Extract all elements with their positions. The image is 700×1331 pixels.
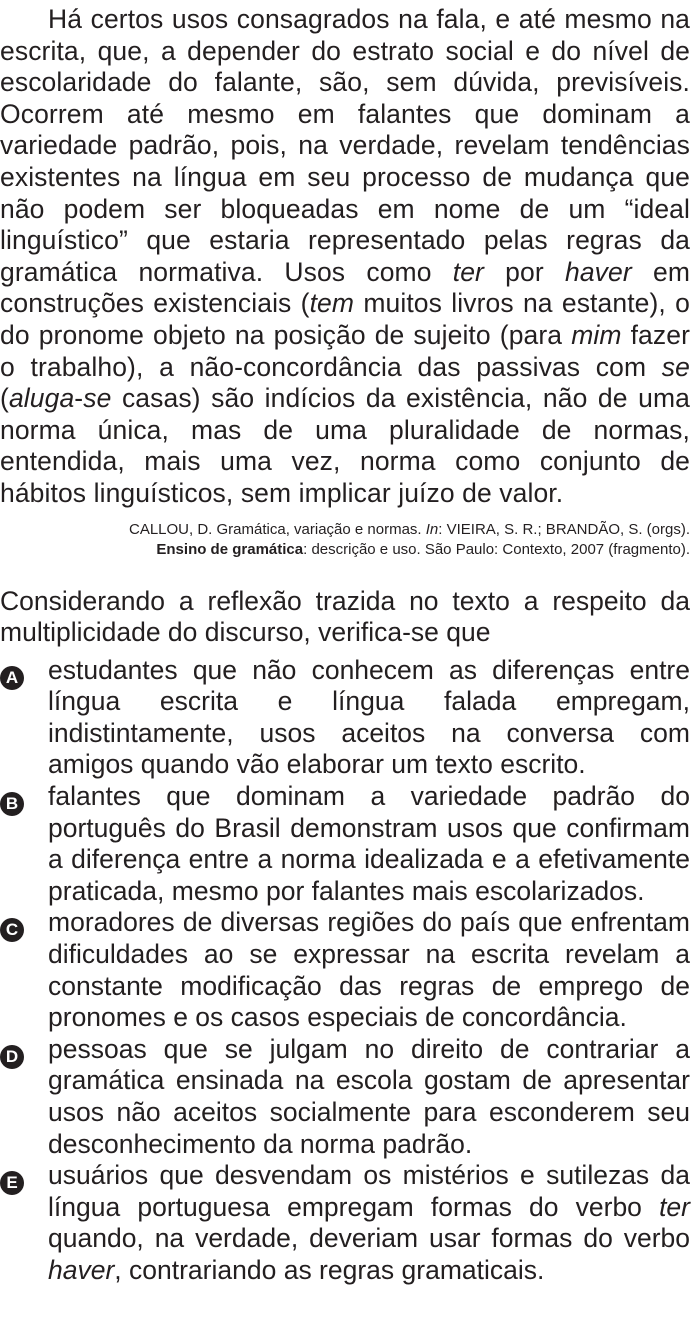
citation-editors: : VIEIRA, S. R.; BRANDÃO, S. (orgs). xyxy=(438,520,690,538)
option-letter: C xyxy=(0,918,24,942)
option-e[interactable] xyxy=(0,1160,690,1286)
text-segment: casas) são indícios da existência, não de uma norma única, mas de uma pluralidade de normas, entendida, mais uma vez, norma como conjunto de hábitos linguísticos, sem implicar juízo de valor. xyxy=(0,383,690,508)
text-segment: ( xyxy=(0,383,9,414)
option-text xyxy=(48,907,690,1033)
text-segment: moradores de diversas regiões do país que enfrentam dificuldades ao se expressar na escrita revelam a constante modificação das regras de emprego de pronomes e os casos especiais de concordância. xyxy=(48,907,690,1033)
option-text xyxy=(48,1034,690,1160)
question-stem: Considerando a reflexão trazida no texto a respeito da multiplicidade do discurso, verifica-se que xyxy=(0,585,690,648)
source-citation xyxy=(0,520,690,560)
text-segment: estudantes que não conhecem as diferenças entre língua escrita e língua falada empregam, indistintamente, usos aceitos na conversa com amigos quando vão elaborar um texto escrito. xyxy=(48,654,690,780)
option-d[interactable] xyxy=(0,1034,690,1160)
text-segment: Há certos usos consagrados na fala, e até mesmo na escrita, que, a depender do estrato social e do nível de escolaridade do falante, são, sem dúvida, previsíveis. Ocorrem até mesmo em falantes que dominam a variedade padrão, pois, na verdade, revelam tendências existentes na língua em seu processo de mudança que não podem ser bloqueadas em nome de um “ideal linguístico” que estaria representado pelas regras da gramática normativa. Usos como xyxy=(0,4,690,287)
option-text xyxy=(48,655,690,781)
text-segment: , contrariando as regras gramaticais. xyxy=(114,1254,545,1285)
text-segment: falantes que dominam a variedade padrão do português do Brasil demonstram usos que confirmam a diferença entre a norma idealizada e a efetivamente praticada, mesmo por falantes mais escolarizados. xyxy=(48,781,690,906)
option-text xyxy=(48,781,690,907)
italic-term: se xyxy=(661,351,690,382)
text-segment: fazer o trabalho), a não-concordância das passivas com xyxy=(0,319,690,382)
italic-term: se xyxy=(83,383,112,414)
italic-term: ter xyxy=(452,256,484,287)
text-segment: em construções existenciais ( xyxy=(0,256,690,319)
text-segment: pessoas que se julgam no direito de contrariar a gramática ensinada na escola gostam de apresentar usos não aceitos socialmente para esconderem seu desconhecimento da norma padrão. xyxy=(48,1033,690,1159)
text-segment: muitos livros na estante), o do pronome objeto na posição de sujeito (para xyxy=(0,288,690,350)
option-letter-badge xyxy=(0,1034,48,1070)
italic-term: haver xyxy=(564,256,632,287)
option-a[interactable] xyxy=(0,655,690,781)
option-letter: E xyxy=(0,1171,24,1195)
option-c[interactable] xyxy=(0,907,690,1033)
italic-term: tem xyxy=(309,288,355,319)
option-b[interactable] xyxy=(0,781,690,907)
italic-term: haver xyxy=(48,1254,115,1285)
option-letter-badge xyxy=(0,781,48,817)
passage-paragraph xyxy=(0,0,690,510)
citation-book-title: Ensino de gramática xyxy=(156,540,304,558)
text-segment: por xyxy=(483,256,565,287)
italic-term: mim xyxy=(571,319,622,350)
text-segment: - xyxy=(74,383,84,414)
option-letter: B xyxy=(0,792,24,816)
citation-in: In xyxy=(425,520,439,538)
citation-publisher: : descrição e uso. São Paulo: Contexto, 2007 (fragmento). xyxy=(303,540,690,558)
text-segment: usuários que desvendam os mistérios e sutilezas da língua portuguesa empregam formas do verbo xyxy=(48,1160,690,1222)
citation-author: CALLOU, D. Gramática, variação e normas. xyxy=(128,520,426,538)
option-letter-badge xyxy=(0,1160,48,1196)
option-letter: D xyxy=(0,1045,24,1069)
option-letter-badge xyxy=(0,655,48,691)
option-text xyxy=(48,1160,690,1286)
citation-line-1 xyxy=(0,520,690,540)
italic-term: aluga xyxy=(8,383,75,414)
answer-options xyxy=(0,655,690,1287)
passage-text xyxy=(0,0,690,510)
citation-line-2 xyxy=(0,540,690,560)
italic-term: ter xyxy=(659,1191,690,1222)
text-segment: quando, na verdade, deveriam usar formas do verbo xyxy=(48,1223,690,1254)
option-letter: A xyxy=(0,666,24,690)
option-letter-badge xyxy=(0,907,48,943)
